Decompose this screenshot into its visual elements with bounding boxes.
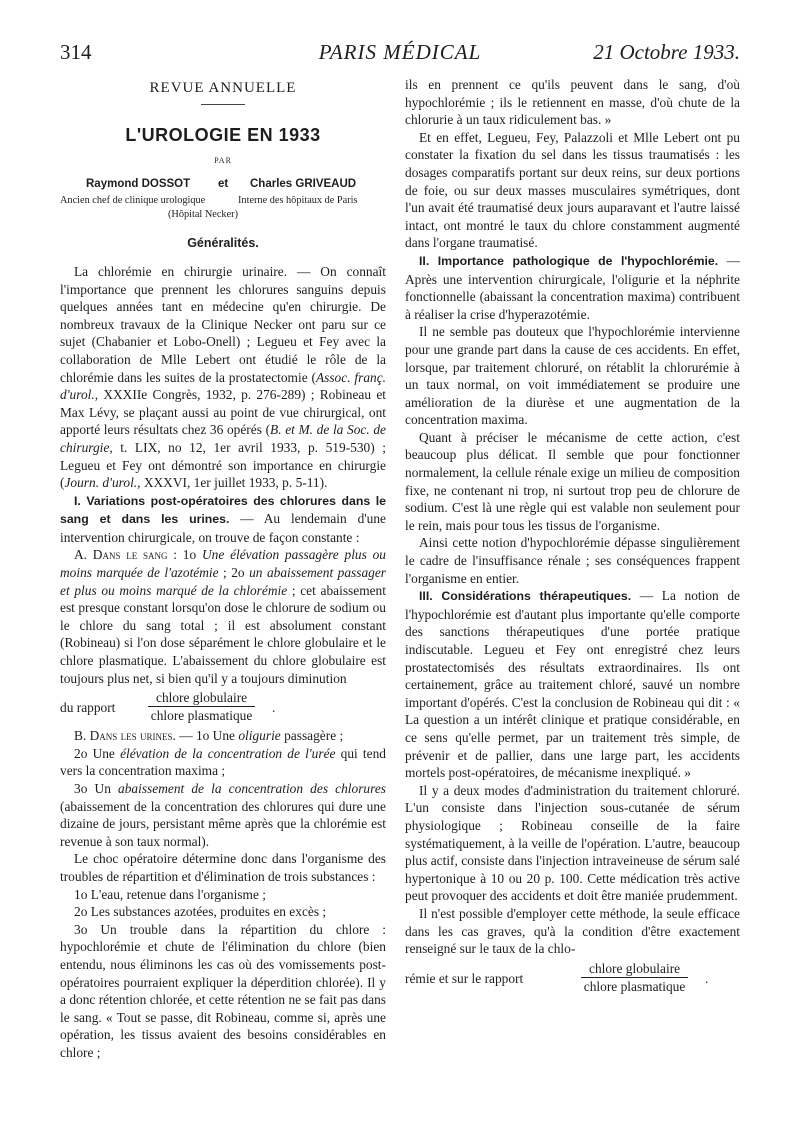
fraction-numerator: chlore globulaire: [581, 960, 688, 978]
fraction: [581, 960, 688, 995]
paragraph: La chlorémie en chirurgie urinaire. — On connaît l'importance que prennent les chlorures sanguins depuis quelques années tant en médecine qu'en chirurgie. De nombreux travaux de la Clinique Necker ont paru sur ce sujet (Chabanier et Lobo-Onell) ; Legueu et Fey avec la collaboration de Mlle Lebert ont étudié le rôle de la chlorémie dans les suites de la prostatectomie (Assoc. franç. d'urol., XXXIIe Congrès, 1932, p. 276-289) ; Robineau et Max Lévy, se plaçant aussi au point de vue chirurgical, ont apporté leurs résultats chez 36 opérés (B. et M. de la Soc. de chirurgie, t. LIX, no 12, 1er avril 1933, p. 519-530) ; Legueu et Fey ont démontré son importance en chirurgie (Journ. d'urol., XXXVI, 1er juillet 1933, p. 5-11).: [60, 263, 386, 491]
divider: [201, 104, 245, 105]
fraction-denominator: chlore plasmatique: [150, 708, 253, 724]
authors: [60, 176, 386, 192]
issue-date: 21 Octobre 1933.: [593, 40, 740, 64]
left-column: [60, 76, 386, 1062]
journal-title: PARIS MÉDICAL: [318, 40, 482, 64]
paragraph: II. Importance pathologique de l'hypochlorémie. — Après une intervention chirurgicale, l'oligurie et la néphrite fonctionnelle (abaissant la concentration maxima) contribuent à réaliser la crise d'hyperazotémie.: [405, 252, 740, 322]
paragraph: Il ne semble pas douteux que l'hypochlorémie intervienne pour une grande part dans la cause de ces accidents. En effet, lorsque, par traitement chloruré, on rétablit la chlorurémie à un taux normal, on voit immédiatement se produire une amélioration de la diurèse et une augmentation de la concentration maxima.: [405, 324, 740, 428]
paragraph: B. Dans les urines. — 1o Une oligurie passagère ;: [74, 728, 344, 744]
author-1: Raymond DOSSOT: [86, 177, 191, 190]
affiliation-1: Ancien chef de clinique urologique: [60, 194, 206, 206]
ratio-formula: du rapport chlore globulaire chlore plasmatique .: [60, 690, 276, 724]
byline-par: PAR: [214, 156, 232, 166]
paragraph: A. Dans le sang : 1o Une élévation passagère plus ou moins marquée de l'azotémie ; 2o un abaissement passager et plus ou moins marqué de la chlorémie ; cet abaissement est presque constant lorsqu'on dose le chlorure de sodium ou le chlore du sang total ; il est absolument constant (Robineau) si l'on dose séparément le chlore globulaire et le chlore plasmatique. L'abaissement du chlore globulaire est toujours plus net, si bien qu'il y a toujours diminution: [60, 547, 386, 686]
paragraph: 2o Une élévation de la concentration de l'urée qui tend vers la concentration maxima ;: [60, 745, 386, 779]
fraction-numerator: chlore globulaire: [148, 689, 255, 707]
section-heading: Généralités.: [187, 236, 259, 251]
paragraph: III. Considérations thérapeutiques. — La notion de l'hypochlorémie est d'autant plus importante qu'elle comporte des sanctions thérapeutiques d'une portée pratique indiscutable. Legueu et Fey ont enregistré chez leurs prostatectomisés des résultats extraordinaires. Ils ont certainement, grâce au traitement chloré, sauvé un nombre important d'opérés. C'est la conclusion de Robineau qui dit : « La question a un intérêt clinique et pratique considérable, en ce sens qu'elle permet, par un traitement très simple, de prévenir et de pallier, dans une large part, les accidents mortels post-opératoires, de mécanisme inexpliqué. »: [405, 588, 740, 781]
paragraph: ils en prennent ce qu'ils peuvent dans le sang, d'où hypochlorémie ; ils le retiennent en masse, d'où chute de la chlorurie à un taux ridiculement bas. »: [405, 77, 740, 128]
affiliations: [60, 192, 386, 206]
affiliation-3: (Hôpital Necker): [167, 208, 239, 220]
rubric: REVUE ANNUELLE: [149, 80, 297, 96]
fraction: [148, 689, 255, 724]
running-header: [60, 40, 740, 68]
paragraph: 3o Un trouble dans la répartition du chlore : hypochlorémie et chute de l'élimination du chlore (bien entendu, nous éliminons les cas où des vomissements post-opératoires pourraient expliquer la déperdition chlorée). Il y a donc rétention chlorée, et cette rétention ne se fait pas dans le sang. « Tout se passe, dit Robineau, comme si, après une opération, les tissus avaient des besoins considérables en chlore ;: [60, 921, 386, 1060]
paragraph: 3o Un abaissement de la concentration des chlorures (abaissement de la concentration des chlorures qui dure une dizaine de jours, persistant même après que la chlorémie est revenue à son taux normal).: [60, 781, 386, 849]
paragraph: Et en effet, Legueu, Fey, Palazzoli et Mlle Lebert ont pu constater la fixation du sel dans les tissus traumatisés : les dosages comparatifs portant sur deux reins, sur deux portions de foie, ou sur deux masses musculaires symétriques, dont l'un avait été traumatisé deux jours auparavant et l'autre laissé intact, ont montré le taux du chlore constamment augmenté dans l'organe traumatisé.: [405, 129, 740, 251]
paragraph: Il y a deux modes d'administration du traitement chloruré. L'un consiste dans l'injection sous-cutanée de sérum physiologique ; Robineau conseille de la faire systématiquement, à la veille de l'opération. L'autre, beaucoup plus actif, consiste dans l'injection intraveineuse de sérum salé hypertonique à 10 ou 20 p. 100. Cette médication très active peut provoquer des accidents et doit être maniée prudemment.: [405, 782, 740, 904]
article-title: L'UROLOGIE EN 1933: [125, 124, 321, 145]
ratio-formula: rémie et sur le rapport chlore globulaire chlore plasmatique .: [405, 960, 709, 994]
author-2: Charles GRIVEAUD: [250, 177, 357, 190]
paragraph-heading: III. Considérations thérapeutiques.: [419, 589, 632, 604]
right-column: [405, 76, 740, 998]
affiliation-2: Interne des hôpitaux de Paris: [238, 194, 358, 206]
paragraph: Il n'est possible d'employer cette méthode, la seule efficace dans les cas graves, qu'à la condition d'être exactement renseigné sur le taux de la chlo-: [405, 905, 740, 957]
paragraph-heading: II. Importance pathologique de l'hypochlorémie.: [419, 253, 719, 268]
paragraph: 2o Les substances azotées, produites en excès ;: [74, 904, 327, 920]
paragraph-heading: I. Variations post-opératoires des chlorures dans le sang et dans les urines.: [60, 493, 386, 527]
paragraph-heading: La chlorémie en chirurgie urinaire.: [74, 263, 288, 279]
page-number: 314: [60, 40, 92, 64]
paragraph: 1o L'eau, retenue dans l'organisme ;: [74, 886, 266, 902]
paragraph: Le choc opératoire détermine donc dans l'organisme des troubles de répartition et d'élimination de trois substances :: [60, 851, 386, 884]
paragraph: I. Variations post-opératoires des chlorures dans le sang et dans les urines. — Au lendemain d'une intervention chirurgicale, on trouve de façon constante :: [60, 493, 387, 545]
author-conjunction: et: [218, 177, 229, 190]
paragraph: Ainsi cette notion d'hypochlorémie dépasse singulièrement le cadre de l'insuffisance rénale ; ses conséquences frappent l'organisme en entier.: [405, 535, 740, 586]
paragraph: Quant à préciser le mécanisme de cette action, c'est beaucoup plus délicat. Il semble que pour fonctionner normalement, la cellule rénale exige un milieu de composition fixe, ne contenant ni trop, ni surtout trop peu de chlorure de sodium. C'est là une règle qui est valable non seulement pour le rein, mais pour tous les tissus de l'organisme.: [405, 429, 740, 533]
fraction-denominator: chlore plasmatique: [583, 978, 686, 994]
